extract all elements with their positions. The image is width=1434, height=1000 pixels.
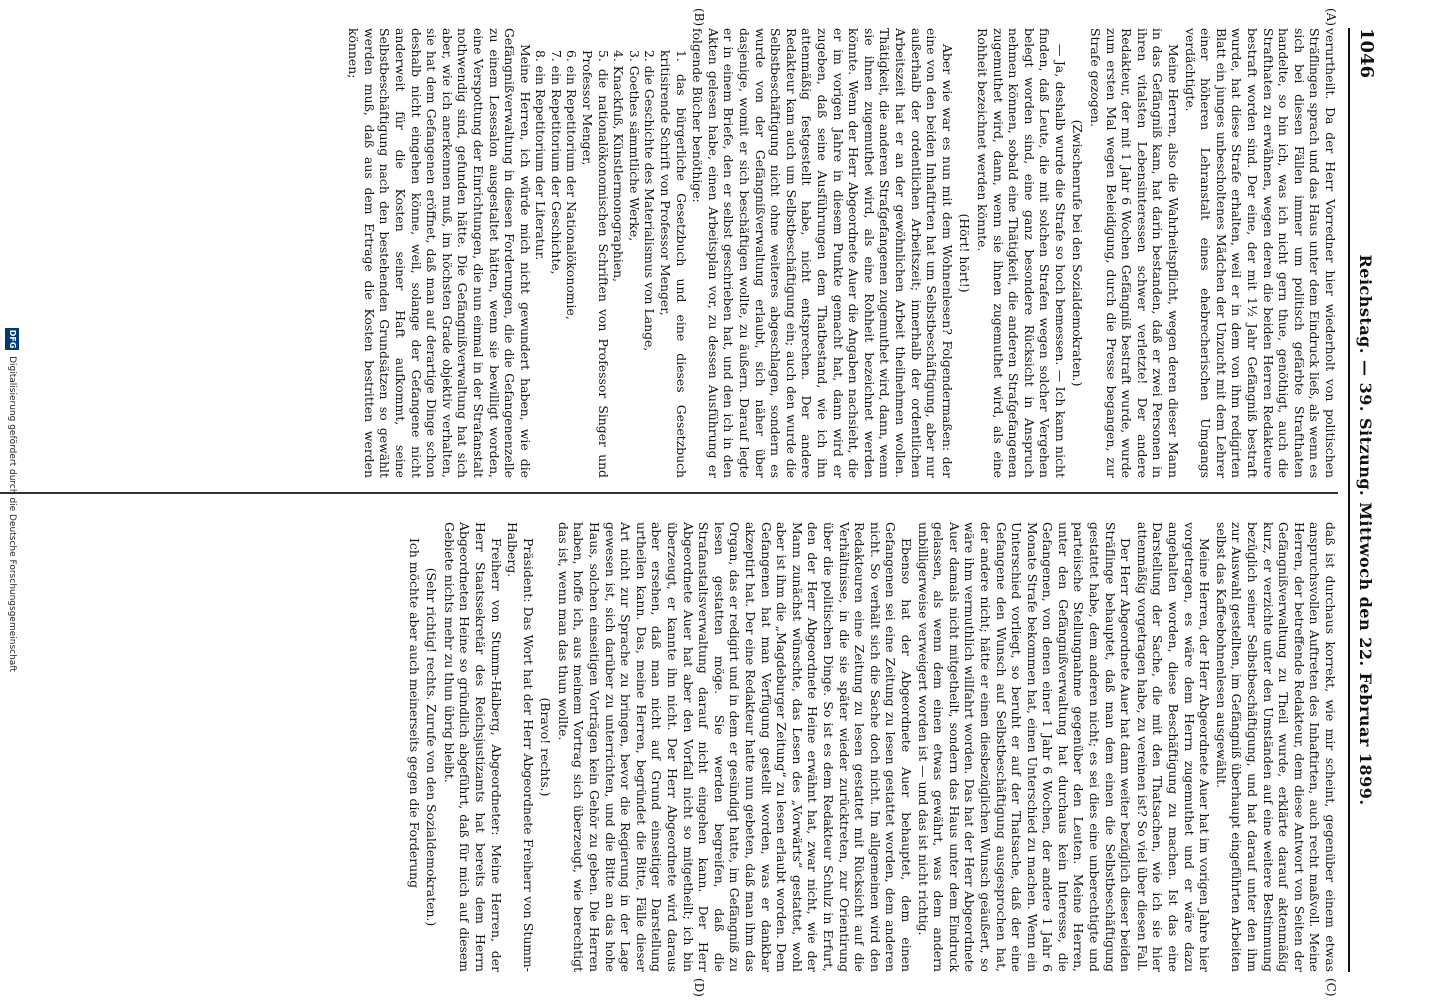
interjection: (Hört! hört!) — [957, 213, 973, 293]
paragraph: Meine Herren, ich würde mich nicht gewundert haben, wie die Gefängnißverwaltung in diesen Forderungen, die die Gefangenenzelle zu einem Lesesalon ausgestaltet hätten, wenn sie bewilligt worden, eine Verspottung der Einrichtungen, die nun einmal in der Strafanstalt nothwendig sind, gefunden hätte. Die Gefängnißverwaltung hat sich aber, wie ich anerkennen muß, im höchsten Grade objektiv verhalten, sie hat dem Gefangenen eröffnet, daß man auf derartige Dinge schon deshalb nicht eingehen könne, weil, solange der Gefangene nicht anderweit für die Kosten seiner Haft aufkommt, seine Selbstbeschäftigung nach den bestehenden Grundsätzen so gewählt werden muß, daß aus dem Ertrage die Kosten bestritten werden können; — [346, 28, 533, 478]
paragraph: Freiherr von Stumm-Halberg, Abgeordneter: Meine Herren, der Herr Staatssekretär des Reichsjustizamts hat bereits dem Herrn Abgeordneten Heine so gründlich abgeführt, daß für mich auf diesem Gebiete nichts mehr zu thun übrig bleibt. — [441, 522, 504, 972]
left-column — [0, 28, 1338, 478]
list-item: 8. ein Repetitorium der Literatur. — [533, 50, 549, 261]
book-list — [533, 28, 689, 478]
page-header — [1348, 28, 1386, 972]
page-number: 1046 — [1356, 28, 1377, 79]
paragraph: — Ja, deshalb wurde die Strafe so hoch bemessen. — Ich kann nicht finden, daß Leute, die mit solchen Strafen wegen solcher Vergehen belegt worden sind, eine ganz besondere Rücksicht in Anspruch nehmen können, sobald eine Thätigkeit, die anderen Strafgefangenen zugemuthet wird, dann, wenn sie ihnen zugemuthet wird, als eine Rohheit bezeichnet werden könnte. — [974, 28, 1068, 478]
digitization-footer — [5, 0, 19, 1000]
dfg-logo: DFG — [5, 328, 19, 350]
paragraph: Ich möchte aber auch meinerseits gegen die Forderung — [406, 538, 422, 889]
list-item: 7. ein Repetitorium der Geschichte, — [548, 50, 564, 275]
interjection: (Bravo! rechts.) — [538, 697, 554, 797]
margin-marker-a: (A) — [1324, 8, 1338, 27]
column-divider — [0, 492, 1338, 494]
paragraph: Präsident: Das Wort hat der Herr Abgeordnete Freiherr von Stumm-Halberg. — [505, 522, 536, 972]
paragraph: daß ist durchaus korrekt, wie mir scheint, gegenüber einem etwas anspruchsvollen Auftreten des Inhaftirten, auch recht maßvoll. Meine Herren, der betreffende Redakteur, dem diese Antwort von Seiten der Gefängnißverwaltung zu Theil wurde, erklärte darauf aktenmäßig kurz, er verzichte unter den Umständen auf eine weitere Bestimmung bezüglich seiner Selbstbeschäftigung, und hat darauf unter den ihm zur Auswahl gestellten, im Gefängniß überhaupt eingeführten Arbeiten selbst das Kaffeebohnenlesen ausgewählt. — [1213, 522, 1338, 972]
paragraph: Meine Herren, der Herr Abgeordnete Auer hat im vorigen Jahre hier vorgetragen, es wäre dem Herrn zugemuthet und er wäre dazu angehalten worden, diese Beschäftigung zu machen. Ist das eine Darstellung der Sache, die mit den Thatsachen, wie ich sie hier attenmäßig vorgetragen habe, zu vereinen ist? So viel über diesen Fall. — [1134, 522, 1213, 972]
paragraph: verurtheilt. Da der Herr Vorredner hier wiederholt von politischen Sträflingen sprach und das Haus unter dem Eindruck ließ, als wenn es sich bei diesen Fällen immer um politisch gefärbte Strafthaten handelte, so bin ich, was ich nicht gern thue, genöthigt, auch die Strafthaten zu erwähnen, wegen deren die beiden Herren Redakteure bestraft worden sind. Der eine, der mit 1½ Jahr Gefängniß bestraft wurde, hat diese Strafe erhalten, weil er in dem von ihm redigirten Blatt ein junges unbescholtenes Mädchen der Unzucht mit dem Lehrer einer höheren Lehranstalt eines ehebrecherischen Umgangs verdächtigte. — [1182, 28, 1338, 478]
margin-marker-c: (C) — [1324, 978, 1338, 997]
paragraph: Ebenso hat der Abgeordnete Auer behauptet, dem einen Gefangenen sei eine Zeitung zu lesen gestattet worden, dem anderen nicht. So verhält sich die Sache doch nicht. Im allgemeinen wird den Redakteuren eine Zeitung zu lesen gestattet mit Rücksicht auf die Verhältnisse, in die sie später wieder zurücktreten, zur Orientirung über die politischen Dinge. So ist es dem Redakteur Schulz in Erfurt, den der Herr Abgeordnete Heine erwähnt hat, zwar nicht, wie der Mann zunächst wünschte, das Lesen des „Vorwärts“ gestattet, wohl aber ist ihm die „Magdeburger Zeitung“ zu lesen erlaubt worden. Dem Gefangenen hat man Verfügung gestellt worden, was er dankbar akzeptirt hat. Der eine Redakteur hatte nun gebeten, daß man ihm das Organ, das er redigirt und in dem er gesündigt hatte, im Gefängniß zu lesen gestatten möge. Sie werden begreifen, daß die Strafanstaltsverwaltung darauf nicht eingehen kann. Der Herr Abgeordnete Auer hat aber den Vorfall nicht so mitgetheilt; ich bin überzeugt, er kannte ihn nicht. Der Herr Abgeordnete wird daraus aber ersehen, daß man nicht auf Grund einseitiger Darstellung urtheilen kann. Das, meine Herren, begründet die Bitte, Fälle dieser Art nicht zur Sprache zu bringen, bevor die Regierung in der Lage gewesen ist, sich darüber zu unterrichten, und die Bitte an das hohe Haus, solchen einseitigen Vorträgen kein Gehör zu geben. Die Herren haben, hoffe ich, aus meinem Vortrag sich überzeugt, wie berechtigt das ist, wenn man das thun wollte. — [555, 522, 914, 972]
interjection: (Zwischenrufe bei den Sozialdemokraten.) — [1070, 119, 1086, 387]
list-item: 5. die nationalökonomischen Schriften von Professor Singer und Professor Menger, — [580, 50, 611, 478]
footer-text: Digitalisierung gefördert durch die Deutsche Forschungsgemeinschaft — [7, 356, 17, 672]
list-item: 4. Knackfuß, Künstlermonographien, — [611, 50, 627, 283]
interjection: (Sehr richtig! rechts. Zurufe von den Sozialdemokraten.) — [424, 567, 440, 927]
paragraph: Der Herr Abgeordnete Auer hat dann weiter bezüglich dieser beiden Sträflinge behauptet, daß man dem einen die Selbstbeschäftigung gestattet habe, dem anderen nicht; es sei dies eine unberechtigte und parteiische Stellungnahme gegenüber den Leuten. Meine Herren, unter den Gefängnißverwaltung hat durchaus kein Interesse, die Gefangenen, von denen einer 1 Jahr 6 Wochen, der andere 1 Jahr 6 Monate Strafe bekommen hat, einen Unterschied zu machen. Wenn ein Unterschied vorliegt, so beruht er auf der Thatsache, daß der eine Gefangene den Wunsch auf Selbstbeschäftigung ausgesprochen hat, der andere nicht; hätte er einen diesbezüglichen Wunsch geäußert, so wäre ihm vermuthlich willfahrt worden. Das hat der Herr Abgeordnete Auer damals nicht mitgetheilt, sondern das Haus unter dem Eindruck gelassen, als wenn dem einen etwas gewährt, was dem andern unbilligerweise verweigert worden ist — und das ist nicht richtig. — [915, 522, 1134, 972]
margin-marker-d: (D) — [692, 978, 706, 997]
right-column — [0, 522, 1338, 972]
list-item: 6. ein Repetitorium der Nationalökonomie, — [564, 50, 580, 320]
list-item: 1. das bürgerliche Gesetzbuch und eine dieses Gesetzbuch kritisirende Schrift von Professor Menger, — [658, 50, 689, 478]
margin-marker-b: (B) — [692, 8, 706, 27]
list-item: 2. die Geschichte des Materialismus von Lange, — [642, 50, 658, 352]
running-title: Reichstag. — 39. Sitzung. Mittwoch den 22. Februar 1899. — [1356, 254, 1375, 806]
paragraph: Aber wie war es nun mit dem Wohnenlesen? Folgendermaßen: der eine von den beiden Inhaftirten hat um Selbstbeschäftigung, aber nur außerhalb der ordentlichen Arbeitszeit; innerhalb der ordentlichen Arbeitszeit hat er an der gewöhnlichen Arbeit theilnehmen wollen. Thätigkeit, die anderen Strafgefangenen zugemuthet wird, dann, wenn sie ihnen zugemuthet wird, als eine Rohheit bezeichnet werden könnte. Wenn der Herr Abgeordnete Auer die Angaben nachsieht, die er im vorigen Jahre in diesem Punkte gemacht hat, dann wird er zugeben, daß seine Ausführungen dem Thatbestand, wie ich ihn attenmäßig festgestellt habe, nicht entsprechen. Der andere Redakteur kam auch um Selbstbeschäftigung ein; auch den wurde die Selbstbeschäftigung nicht ohne weiteres abgeschlagen, sondern es wurde von der Gefängnißverwaltung erlaubt, sich näher über dasjenige, womit er sich beschäftigen wollte, zu äußern. Darauf legte er in einem Briefe, den er selbst geschrieben hat, und den ich in den Akten gelesen habe, einen Arbeitsplan vor, zu dessen Ausführung er folgende Bücher benöthige: — [690, 28, 955, 478]
list-item: 3. Goethes sämmtliche Werke, — [626, 50, 642, 242]
paragraph: Meine Herren, also die Wahrheitspflicht, wegen deren dieser Mann in das Gefängniß kam, hat darin bestanden, daß er zwei Personen in ihren vitalsten Lebensinteressen schwer verletzte! Der andere Redakteur, der mit 1 Jahr 6 Wochen Gefängniß bestraft wurde, wurde zum ersten Mal wegen Beleidigung, durch die Presse begangen, zur Strafe gezogen. — [1088, 28, 1182, 478]
